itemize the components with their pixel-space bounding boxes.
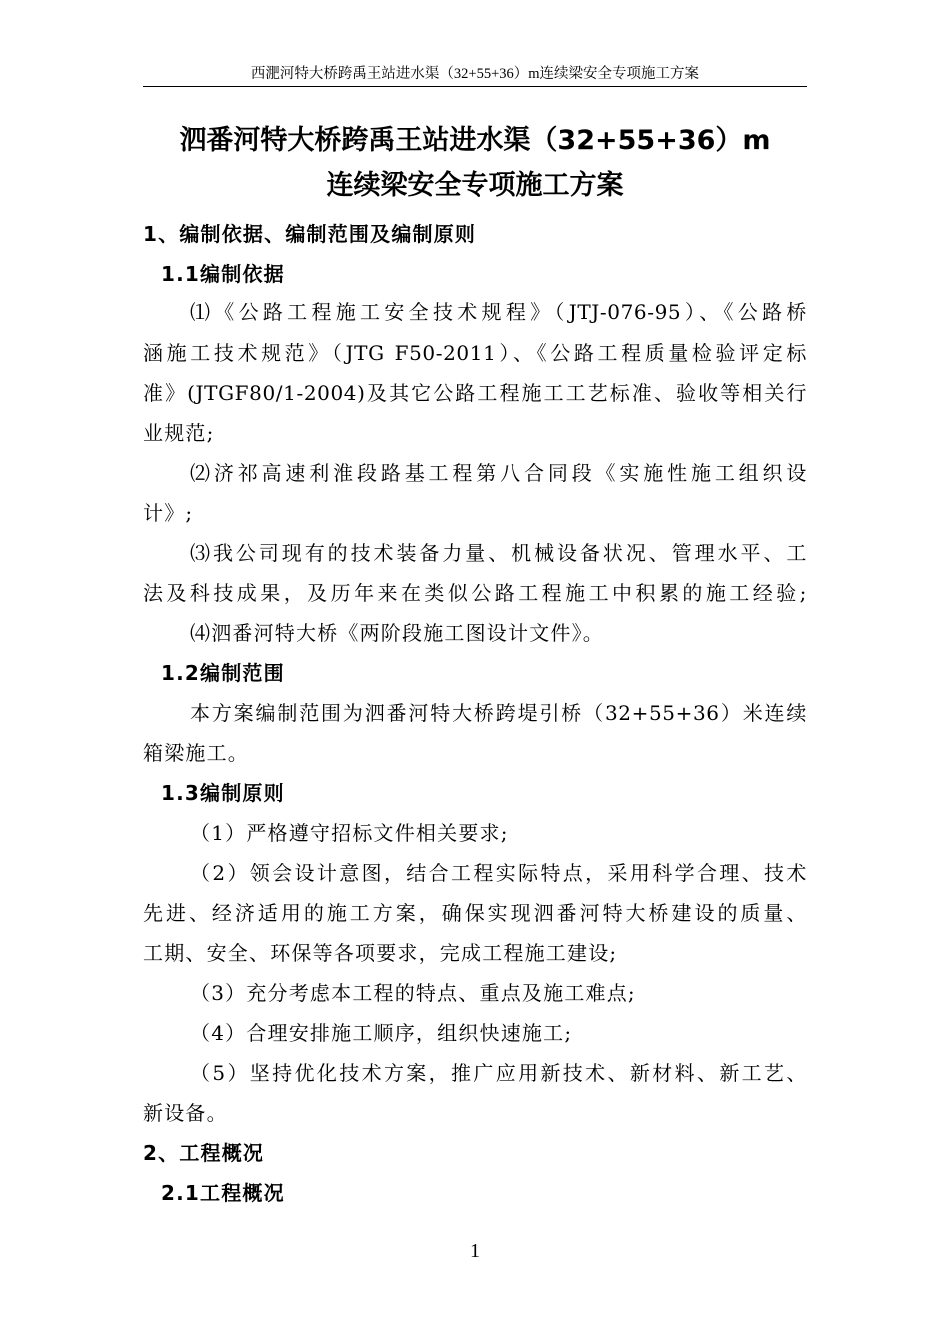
section-1-1-heading: 1.1编制依据 — [161, 262, 285, 286]
basis-item-1-line-1: ⑴《公路工程施工安全技术规程》（JTJ-076-95）、《公路桥 — [190, 300, 807, 324]
principle-2-line-1: （2）领会设计意图，结合工程实际特点，采用科学合理、技术 — [190, 861, 807, 885]
section-2-1-heading: 2.1工程概况 — [161, 1181, 285, 1205]
basis-item-4: ⑷泗番河特大桥《两阶段施工图设计文件》。 — [190, 621, 604, 645]
principle-1: （1）严格遵守招标文件相关要求; — [190, 821, 509, 845]
principle-2-line-2: 先进、经济适用的施工方案，确保实现泗番河特大桥建设的质量、 — [143, 901, 807, 925]
section-1-2-heading: 1.2编制范围 — [161, 661, 285, 685]
principle-4: （4）合理安排施工顺序，组织快速施工; — [190, 1021, 573, 1045]
running-header: 西淝河特大桥跨禹王站进水渠（32+55+36）m连续梁安全专项施工方案 — [250, 66, 700, 82]
scope-line-2: 箱梁施工。 — [143, 741, 249, 765]
section-1-heading: 1、编制依据、编制范围及编制原则 — [143, 222, 477, 246]
page-number: 1 — [470, 1240, 480, 1262]
principle-5-line-2: 新设备。 — [143, 1101, 228, 1125]
basis-item-3-line-1: ⑶我公司现有的技术装备力量、机械设备状况、管理水平、工 — [190, 541, 807, 565]
scope-line-1: 本方案编制范围为泗番河特大桥跨堤引桥（32+55+36）米连续 — [190, 701, 807, 725]
header-rule — [143, 86, 807, 87]
basis-item-1-line-4: 业规范; — [143, 421, 215, 445]
basis-item-1-line-3: 准》(JTGF80/1-2004)及其它公路工程施工工艺标准、验收等相关行 — [143, 381, 807, 405]
basis-item-3-line-2: 法及科技成果，及历年来在类似公路工程施工中积累的施工经验; — [143, 581, 807, 605]
basis-item-2-line-2: 计》; — [143, 501, 194, 525]
basis-item-1-line-2: 涵施工技术规范》（JTG F50-2011）、《公路工程质量检验评定标 — [143, 341, 807, 365]
section-2-heading: 2、工程概况 — [143, 1141, 265, 1165]
doc-title-line2: 连续梁安全专项施工方案 — [326, 170, 624, 201]
section-1-3-heading: 1.3编制原则 — [161, 781, 285, 805]
principle-3: （3）充分考虑本工程的特点、重点及施工难点; — [190, 981, 636, 1005]
doc-title-line1: 泗番河特大桥跨禹王站进水渠（32+55+36）m — [179, 125, 771, 156]
principle-5-line-1: （5）坚持优化技术方案，推广应用新技术、新材料、新工艺、 — [190, 1061, 807, 1085]
principle-2-line-3: 工期、安全、环保等各项要求，完成工程施工建设; — [143, 941, 618, 965]
basis-item-2-line-1: ⑵济祁高速利淮段路基工程第八合同段《实施性施工组织设 — [190, 461, 807, 485]
